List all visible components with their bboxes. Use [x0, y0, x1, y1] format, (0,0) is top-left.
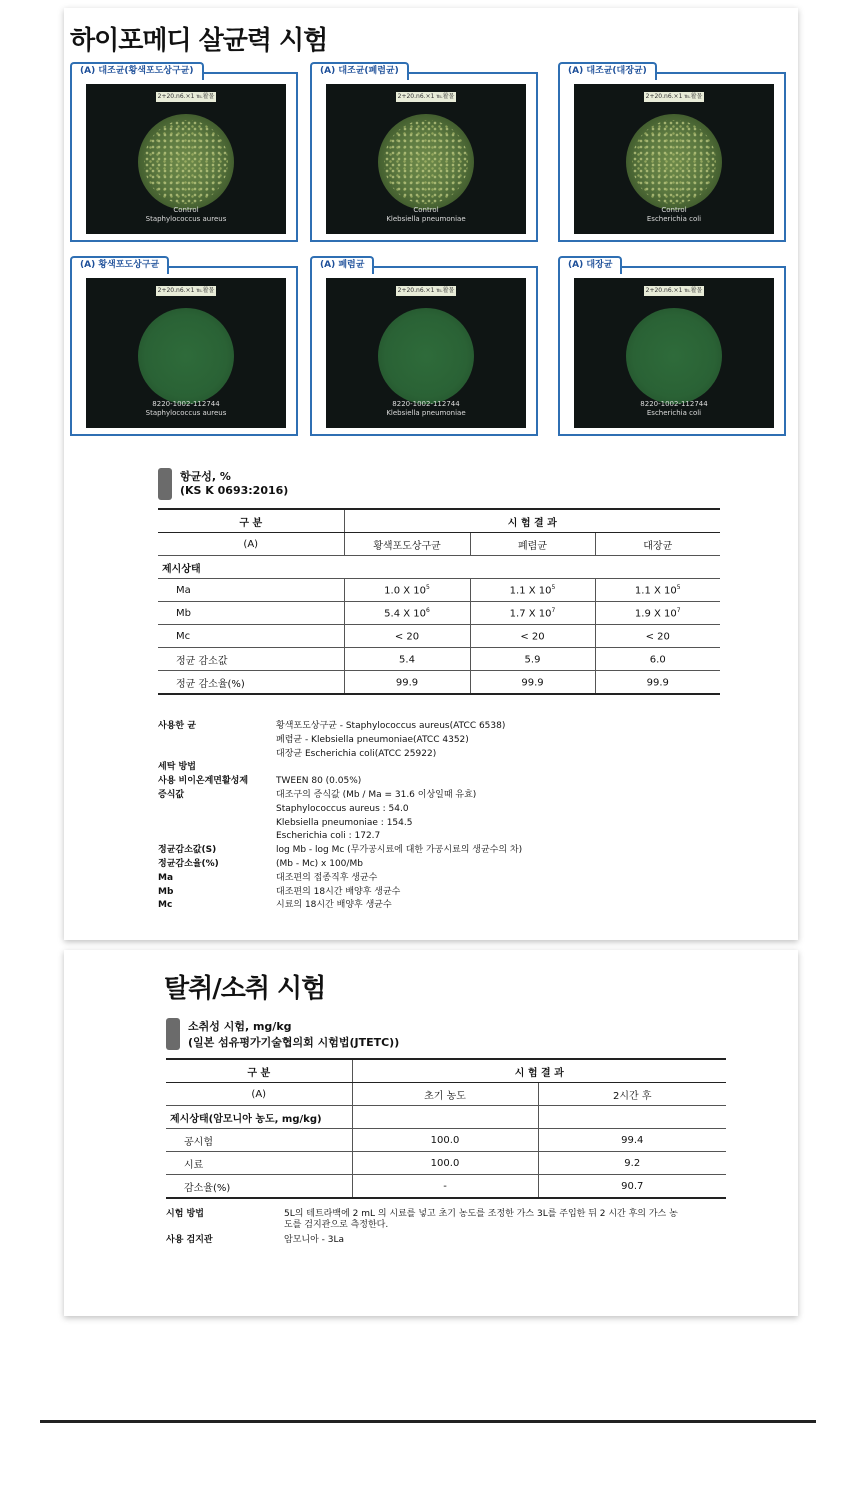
photo-caption-2: Escherichia coli [646, 409, 702, 417]
petri-dish [378, 114, 474, 210]
photo-caption-1: 8220-1002-112744 [392, 400, 460, 408]
note-value: 대조구의 증식값 (Mb / Ma = 31.6 이상일때 유효) [276, 790, 477, 800]
note-value: TWEEN 80 (0.05%) [276, 776, 362, 787]
photo-caption-1: Control [661, 206, 687, 214]
petri-dish [378, 308, 474, 404]
value-cell: 1.0 X $10^5$ [344, 579, 470, 602]
value-cell: 90.7 [538, 1175, 726, 1199]
note-key: 정균감소값(S) [158, 845, 217, 856]
note-key: 정균감소율(%) [158, 859, 219, 869]
value-cell: 9.2 [538, 1152, 726, 1175]
note-value-cont: 도를 검지관으로 측정한다. [284, 1220, 389, 1230]
value-cell: 1.7 X $10^7$ [470, 602, 595, 625]
petri-panel [558, 66, 786, 242]
value-cell: 100.0 [352, 1129, 538, 1152]
col-head-result: 시 험 결 과 [344, 509, 720, 533]
petri-panel [70, 260, 298, 436]
photo-caption-1: Control [413, 206, 439, 214]
row-label: 정균 감소값 [158, 648, 344, 671]
antibacterial-table [158, 508, 720, 695]
panel-tab: (A) 대조균(대장균) [558, 62, 657, 80]
header-line1: 소취성 시험, mg/kg [188, 1020, 292, 1033]
table-row [158, 625, 720, 648]
petri-panel [310, 66, 538, 242]
note-value: log Mb - log Mc (무가공시료에 대한 가공시료의 생균수의 차) [276, 845, 523, 856]
panel-tab: (A) 대조균(황색포도상구균) [70, 62, 204, 80]
note-key: Mc [158, 900, 173, 911]
dish-label: 2+20.n6.×1 ℡활물 [397, 93, 455, 100]
row-label: Mc [158, 625, 344, 648]
group-label: 제시상태(암모니아 농도, mg/kg) [166, 1106, 352, 1129]
organism-1: 황색포도상구균 [344, 533, 470, 556]
value-cell: 99.9 [344, 671, 470, 695]
note-value: 황색포도상구균 - Staphylococcus aureus(ATCC 6538) [276, 721, 506, 731]
table-row [158, 579, 720, 602]
note-value: 대조편의 접종직후 생균수 [276, 872, 378, 883]
section-title: 탈취/소취 시험 [164, 974, 326, 1004]
value-cell: - [352, 1175, 538, 1199]
petri-photo [326, 84, 526, 234]
photo-caption-2: Staphylococcus aureus [145, 215, 227, 223]
petri-photo [86, 278, 286, 428]
note-value: (Mb - Mc) x 100/Mb [276, 859, 363, 869]
photo-caption-2: Escherichia coli [646, 215, 702, 223]
value-cell: 1.1 X $10^5$ [595, 579, 720, 602]
deodorization-test-card [64, 950, 798, 1316]
deodorization-header [166, 1018, 566, 1052]
note-value: 대조편의 18시간 배양후 생균수 [276, 886, 401, 897]
table-row [158, 671, 720, 695]
note-key: 시험 방법 [166, 1209, 204, 1219]
header-line1: 항균성, % [180, 470, 231, 483]
petri-panel [558, 260, 786, 436]
petri-dish [138, 114, 234, 210]
value-cell: 5.9 [470, 648, 595, 671]
table-row [158, 602, 720, 625]
page-title: 하이포메디 살균력 시험 [70, 26, 328, 56]
note-value: 대장균 Escherichia coli(ATCC 25922) [276, 748, 437, 759]
value-cell: < 20 [595, 625, 720, 648]
panel-tab: (A) 황색포도상구균 [70, 256, 169, 274]
petri-dish [626, 308, 722, 404]
row-label: 시료 [166, 1152, 352, 1175]
note-value: Escherichia coli : 172.7 [276, 831, 381, 842]
table-row [166, 1175, 726, 1199]
note-value: 5L의 테트라백에 2 mL 의 시료를 넣고 초기 농도를 조정한 가스 3L를 주입한 뒤 2 시간 후의 가스 농 [284, 1209, 678, 1219]
value-cell: < 20 [344, 625, 470, 648]
note-value: 시료의 18시간 배양후 생균수 [276, 900, 392, 911]
antibacterial-test-card [64, 8, 798, 940]
petri-photo [574, 278, 774, 428]
petri-dish [626, 114, 722, 210]
petri-photo [86, 84, 286, 234]
panel-tab: (A) 폐렴균 [310, 256, 374, 274]
sub-head-sample: (A) [166, 1083, 352, 1106]
header-marker [166, 1018, 180, 1050]
note-key: 증식값 [158, 790, 185, 800]
note-key: Ma [158, 872, 174, 883]
panel-tab: (A) 대장균 [558, 256, 622, 274]
note-value: 폐렴균 - Klebsiella pneumoniae(ATCC 4352) [276, 734, 469, 745]
antibacterial-notes [158, 720, 758, 930]
footer-divider [40, 1420, 816, 1423]
value-cell: 1.1 X $10^5$ [470, 579, 595, 602]
note-value: Staphylococcus aureus : 54.0 [276, 803, 409, 814]
value-cell: < 20 [470, 625, 595, 648]
header-line2: (일본 섬유평가기술협의회 시험법(JTETC)) [188, 1036, 400, 1049]
value-cell: 99.4 [538, 1129, 726, 1152]
note-key: 사용 검지관 [166, 1235, 213, 1245]
value-cell: 100.0 [352, 1152, 538, 1175]
col-after-2h: 2시간 후 [538, 1083, 726, 1106]
table-row [166, 1129, 726, 1152]
header-marker [158, 468, 172, 500]
photo-caption-1: Control [173, 206, 199, 214]
photo-caption-2: Klebsiella pneumoniae [386, 409, 466, 417]
value-cell: 99.9 [470, 671, 595, 695]
photo-caption-1: 8220-1002-112744 [640, 400, 708, 408]
note-key: 사용한 균 [158, 721, 196, 731]
petri-dish [138, 308, 234, 404]
petri-panel [310, 260, 538, 436]
col-initial: 초기 농도 [352, 1083, 538, 1106]
antibacterial-header [158, 468, 458, 502]
note-value: 암모니아 - 3La [284, 1235, 345, 1245]
deodorization-table [166, 1058, 726, 1199]
sub-head-sample: (A) [158, 533, 344, 556]
dish-label: 2+20.n6.×1 ℡활물 [157, 93, 215, 100]
photo-caption-1: 8220-1002-112744 [152, 400, 220, 408]
note-key: Mb [158, 886, 174, 897]
petri-photo [574, 84, 774, 234]
value-cell: 99.9 [595, 671, 720, 695]
petri-panel [70, 66, 298, 242]
value-cell: 1.9 X $10^7$ [595, 602, 720, 625]
photo-caption-2: Staphylococcus aureus [145, 409, 227, 417]
value-cell: 5.4 X $10^6$ [344, 602, 470, 625]
group-label: 제시상태 [158, 556, 344, 579]
organism-3: 대장균 [595, 533, 720, 556]
value-cell: 5.4 [344, 648, 470, 671]
dish-label: 2+20.n6.×1 ℡활물 [397, 287, 455, 294]
petri-photo [326, 278, 526, 428]
deodorization-notes [166, 1208, 766, 1268]
col-head-category: 구 분 [158, 509, 344, 533]
note-key: 사용 비이온계면활성제 [158, 776, 249, 787]
dish-label: 2+20.n6.×1 ℡활물 [645, 287, 703, 294]
dish-label: 2+20.n6.×1 ℡활물 [645, 93, 703, 100]
table-row [166, 1152, 726, 1175]
col-head-category: 구 분 [166, 1059, 352, 1083]
value-cell: 6.0 [595, 648, 720, 671]
col-head-result: 시 험 결 과 [352, 1059, 726, 1083]
row-label: 정균 감소율(%) [158, 671, 344, 695]
row-label: 공시험 [166, 1129, 352, 1152]
organism-2: 폐렴균 [470, 533, 595, 556]
row-label: 감소율(%) [166, 1175, 352, 1199]
row-label: Mb [158, 602, 344, 625]
panel-tab: (A) 대조균(폐렴균) [310, 62, 409, 80]
header-line2: (KS K 0693:2016) [180, 484, 289, 497]
photo-caption-2: Klebsiella pneumoniae [386, 215, 466, 223]
dish-label: 2+20.n6.×1 ℡활물 [157, 287, 215, 294]
table-row [158, 648, 720, 671]
row-label: Ma [158, 579, 344, 602]
note-value: Klebsiella pneumoniae : 154.5 [276, 817, 413, 828]
note-key: 세탁 방법 [158, 762, 196, 773]
